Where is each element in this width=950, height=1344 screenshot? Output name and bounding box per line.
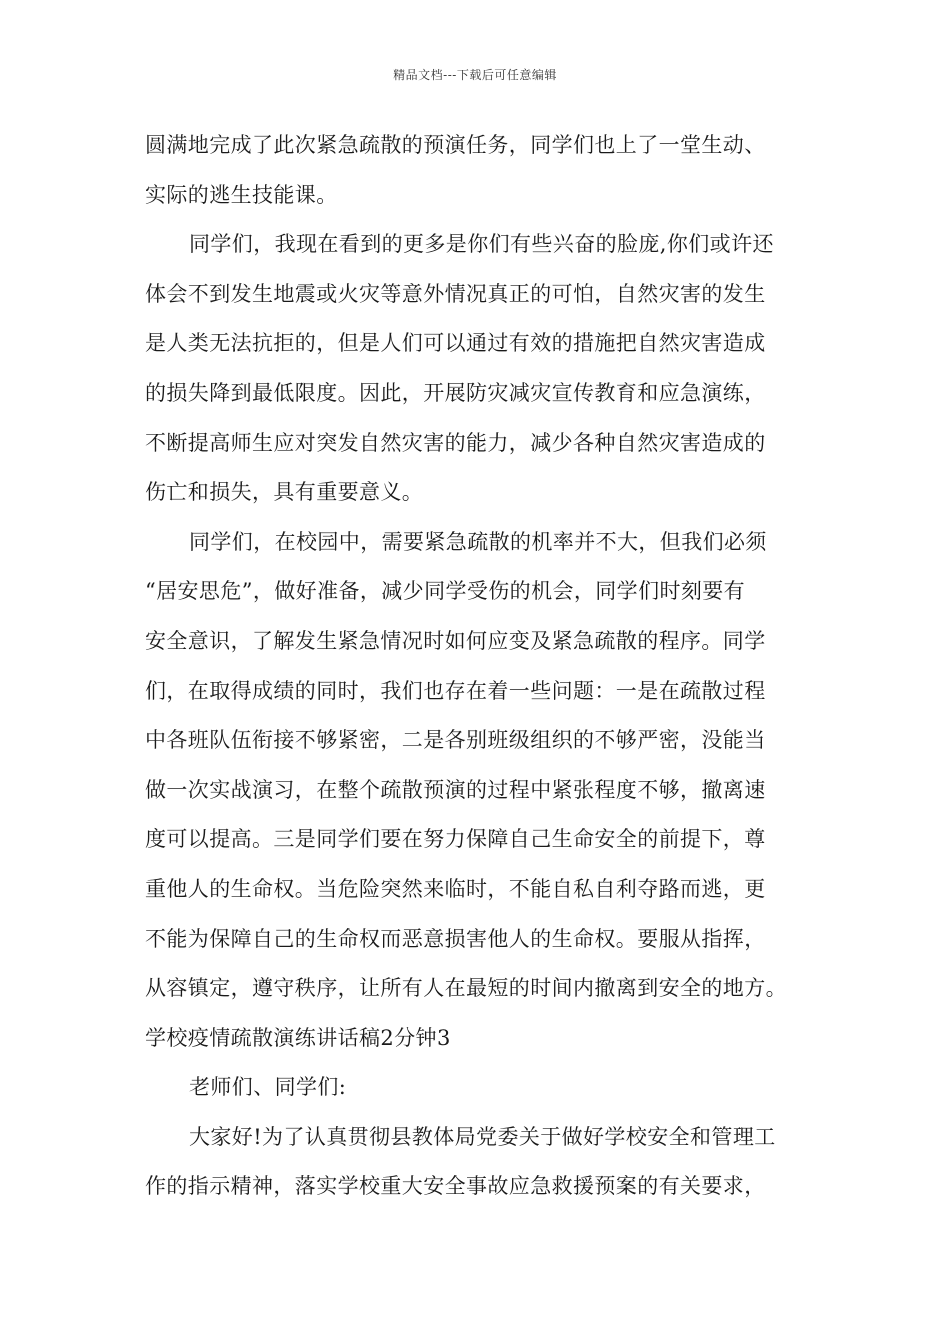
section-title: 学校疫情疏散演练讲话稿2分钟3 [145,1025,451,1050]
text-line: 体会不到发生地震或火灾等意外情况真正的可怕，自然灾害的发生 [145,281,766,306]
text-line: 中各班队伍衔接不够紧密，二是各别班级组织的不够严密，没能当 [145,728,766,753]
paragraph-start-line: 同学们，我现在看到的更多是你们有些兴奋的脸庞,你们或许还 [189,232,774,257]
text-line: 安全意识，了解发生紧急情况时如何应变及紧急疏散的程序。同学 [145,628,766,653]
text-line: 作的指示精神，落实学校重大安全事故应急救援预案的有关要求， [145,1174,766,1199]
text-line: 实际的逃生技能课。 [145,182,338,207]
paragraph-start-line: 大家好!为了认真贯彻县教体局党委关于做好学校安全和管理工 [189,1124,776,1149]
paragraph-start-line: 同学们，在校园中，需要紧急疏散的机率并不大，但我们必须 [189,529,767,554]
text-line: 做一次实战演习，在整个疏散预演的过程中紧张程度不够，撤离速 [145,777,766,802]
text-line: 重他人的生命权。当危险突然来临时，不能自私自利夺路而逃，更 [145,876,766,901]
text-line: 不能为保障自己的生命权而恶意损害他人的生命权。要服从指挥， [145,926,766,951]
text-line: “居安思危”，做好准备，减少同学受伤的机会，同学们时刻要有 [145,579,746,604]
text-line: 伤亡和损失，具有重要意义。 [145,480,424,505]
text-line: 的损失降到最低限度。因此，开展防灾减灾宣传教育和应急演练， [145,380,766,405]
text-line: 圆满地完成了此次紧急疏散的预演任务，同学们也上了一堂生动、 [145,133,766,157]
text-line: 不断提高师生应对突发自然灾害的能力，减少各种自然灾害造成的 [145,430,766,455]
text-line: 度可以提高。三是同学们要在努力保障自己生命安全的前提下，尊 [145,827,766,852]
page-header: 精品文档---下载后可任意编辑 [393,68,557,82]
document-body [145,121,825,1212]
text-line: 是人类无法抗拒的，但是人们可以通过有效的措施把自然灾害造成 [145,331,766,356]
salutation-line: 老师们、同学们: [189,1075,347,1100]
text-line: 从容镇定，遵守秩序，让所有人在最短的时间内撤离到安全的地方。 [145,976,787,1001]
text-line: 们，在取得成绩的同时，我们也存在着一些问题：一是在疏散过程 [145,678,766,703]
